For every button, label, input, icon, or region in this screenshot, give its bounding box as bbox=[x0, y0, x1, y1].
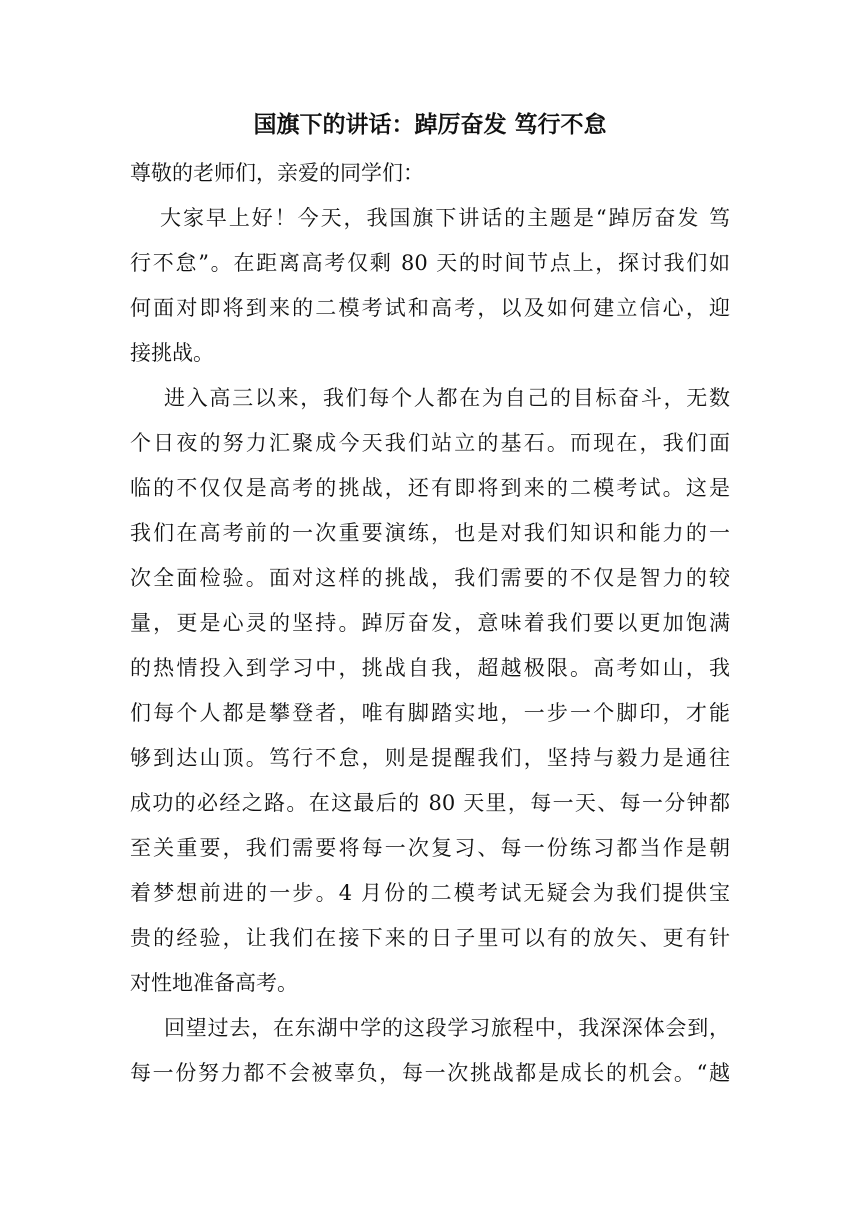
document-title: 国旗下的讲话：踔厉奋发 笃行不怠 bbox=[253, 112, 607, 138]
paragraph-line: 至关重要，我们需要将每一次复习、每一份练习都当作是朝 bbox=[130, 836, 730, 860]
paragraph-line: 个日夜的努力汇聚成今天我们站立的基石。而现在，我们面 bbox=[130, 431, 730, 455]
paragraph-line: 贵的经验，让我们在接下来的日子里可以有的放矢、更有针 bbox=[130, 926, 730, 950]
paragraph-line: 的热情投入到学习中，挑战自我，超越极限。高考如山，我 bbox=[130, 656, 730, 680]
paragraph-line: 着梦想前进的一步。4 月份的二模考试无疑会为我们提供宝 bbox=[130, 881, 730, 905]
paragraph-line: 们每个人都是攀登者，唯有脚踏实地，一步一个脚印，才能 bbox=[130, 701, 730, 725]
paragraph-line: 量，更是心灵的坚持。踔厉奋发，意味着我们要以更加饱满 bbox=[130, 611, 730, 635]
paragraph-line: 回望过去，在东湖中学的这段学习旅程中，我深深体会到， bbox=[164, 1016, 730, 1040]
paragraph-line: 次全面检验。面对这样的挑战，我们需要的不仅是智力的较 bbox=[130, 566, 730, 590]
paragraph-line: 行不怠”。在距离高考仅剩 80 天的时间节点上，探讨我们如 bbox=[130, 251, 730, 275]
paragraph-line: 对性地准备高考。 bbox=[130, 971, 298, 995]
salutation: 尊敬的老师们，亲爱的同学们： bbox=[130, 161, 424, 185]
paragraph-line: 成功的必经之路。在这最后的 80 天里，每一天、每一分钟都 bbox=[130, 791, 730, 815]
paragraph-line: 每一份努力都不会被辜负，每一次挑战都是成长的机会。“越 bbox=[130, 1061, 730, 1085]
paragraph-line: 大家早上好！今天，我国旗下讲话的主题是“踔厉奋发 笃 bbox=[160, 206, 730, 230]
paragraph-line: 我们在高考前的一次重要演练，也是对我们知识和能力的一 bbox=[130, 521, 730, 545]
paragraph-line: 进入高三以来，我们每个人都在为自己的目标奋斗，无数 bbox=[164, 386, 730, 410]
paragraph-line: 何面对即将到来的二模考试和高考，以及如何建立信心，迎 bbox=[130, 296, 730, 320]
paragraph-line: 临的不仅仅是高考的挑战，还有即将到来的二模考试。这是 bbox=[130, 476, 730, 500]
paragraph-line: 够到达山顶。笃行不怠，则是提醒我们，坚持与毅力是通往 bbox=[130, 746, 730, 770]
paragraph-line: 接挑战。 bbox=[130, 341, 214, 365]
